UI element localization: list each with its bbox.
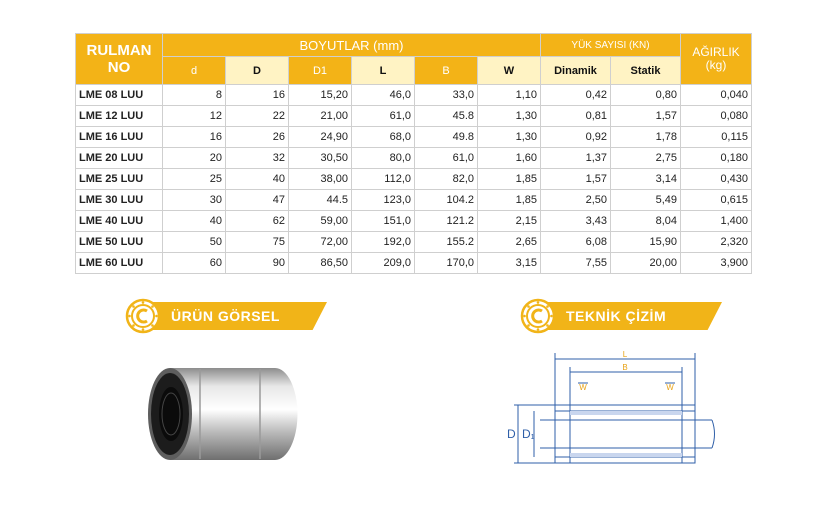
table-cell: 1,85: [478, 169, 541, 190]
table-cell: 0,92: [541, 127, 611, 148]
table-cell: 2,65: [478, 232, 541, 253]
table-cell: 1,30: [478, 127, 541, 148]
table-row: [76, 211, 752, 232]
table-cell: 123,0: [352, 190, 415, 211]
table-cell: 0,80: [611, 85, 681, 106]
table-cell: 1,57: [611, 106, 681, 127]
row-part-number: LME 40 LUU: [76, 211, 163, 232]
table-row: [76, 106, 752, 127]
table-cell: 16: [226, 85, 289, 106]
table-cell: 1,57: [541, 169, 611, 190]
table-cell: 20,00: [611, 253, 681, 274]
bearing-logo-icon: [125, 298, 161, 334]
table-row: [76, 190, 752, 211]
col-dinamik: Dinamik: [541, 57, 611, 85]
table-cell: 2,75: [611, 148, 681, 169]
row-part-number: LME 16 LUU: [76, 127, 163, 148]
table-cell: 209,0: [352, 253, 415, 274]
table-cell: 25: [163, 169, 226, 190]
header-agirlik: AĞIRLIK (kg): [681, 34, 752, 85]
row-part-number: LME 08 LUU: [76, 85, 163, 106]
table-cell: 3,900: [681, 253, 752, 274]
table-cell: 86,50: [289, 253, 352, 274]
table-cell: 49.8: [415, 127, 478, 148]
table-cell: 121.2: [415, 211, 478, 232]
row-part-number: LME 20 LUU: [76, 148, 163, 169]
table-cell: 40: [163, 211, 226, 232]
table-cell: 20: [163, 148, 226, 169]
row-part-number: LME 12 LUU: [76, 106, 163, 127]
table-cell: 90: [226, 253, 289, 274]
table-cell: 46,0: [352, 85, 415, 106]
linear-bearing-image: [140, 360, 300, 470]
table-cell: 80,0: [352, 148, 415, 169]
table-row: [76, 253, 752, 274]
table-cell: 3,43: [541, 211, 611, 232]
col-statik: Statik: [611, 57, 681, 85]
specs-table: [75, 33, 752, 274]
table-cell: 59,00: [289, 211, 352, 232]
table-row: [76, 148, 752, 169]
table-cell: 1,400: [681, 211, 752, 232]
table-cell: 0,040: [681, 85, 752, 106]
table-cell: 0,115: [681, 127, 752, 148]
col-D1: D1: [289, 57, 352, 85]
technical-drawing: [500, 345, 730, 470]
table-cell: 0,81: [541, 106, 611, 127]
label-B: B: [622, 363, 628, 372]
table-cell: 33,0: [415, 85, 478, 106]
product-image-banner: [125, 298, 330, 334]
table-cell: 61,0: [352, 106, 415, 127]
table-cell: 155.2: [415, 232, 478, 253]
table-cell: 75: [226, 232, 289, 253]
header-rulman-no: RULMAN NO: [76, 34, 163, 85]
label-D: D: [507, 427, 516, 441]
table-cell: 8,04: [611, 211, 681, 232]
label-L: L: [622, 350, 628, 359]
table-cell: 7,55: [541, 253, 611, 274]
table-cell: 44.5: [289, 190, 352, 211]
table-cell: 26: [226, 127, 289, 148]
technical-drawing-banner: [520, 298, 725, 334]
table-cell: 16: [163, 127, 226, 148]
table-cell: 21,00: [289, 106, 352, 127]
table-cell: 3,15: [478, 253, 541, 274]
label-W1: W: [579, 383, 587, 392]
table-cell: 30: [163, 190, 226, 211]
row-part-number: LME 60 LUU: [76, 253, 163, 274]
table-cell: 72,00: [289, 232, 352, 253]
table-cell: 12: [163, 106, 226, 127]
table-cell: 192,0: [352, 232, 415, 253]
row-part-number: LME 25 LUU: [76, 169, 163, 190]
table-cell: 1,30: [478, 106, 541, 127]
header-boyutlar: BOYUTLAR (mm): [163, 34, 541, 57]
table-cell: 15,20: [289, 85, 352, 106]
table-cell: 5,49: [611, 190, 681, 211]
table-cell: 0,430: [681, 169, 752, 190]
table-cell: 151,0: [352, 211, 415, 232]
table-cell: 24,90: [289, 127, 352, 148]
table-cell: 60: [163, 253, 226, 274]
product-image-title: ÜRÜN GÖRSEL: [171, 308, 280, 324]
table-cell: 1,60: [478, 148, 541, 169]
table-cell: 40: [226, 169, 289, 190]
table-cell: 0,42: [541, 85, 611, 106]
col-d: d: [163, 57, 226, 85]
table-row: [76, 232, 752, 253]
table-cell: 104.2: [415, 190, 478, 211]
table-cell: 2,15: [478, 211, 541, 232]
col-D: D: [226, 57, 289, 85]
table-cell: 62: [226, 211, 289, 232]
table-cell: 32: [226, 148, 289, 169]
table-row: [76, 85, 752, 106]
table-cell: 68,0: [352, 127, 415, 148]
table-cell: 0,180: [681, 148, 752, 169]
col-W: W: [478, 57, 541, 85]
table-cell: 0,080: [681, 106, 752, 127]
table-cell: 15,90: [611, 232, 681, 253]
table-cell: 1,10: [478, 85, 541, 106]
table-cell: 30,50: [289, 148, 352, 169]
table-cell: 61,0: [415, 148, 478, 169]
row-part-number: LME 50 LUU: [76, 232, 163, 253]
table-cell: 50: [163, 232, 226, 253]
table-cell: 1,78: [611, 127, 681, 148]
technical-drawing-title: TEKNİK ÇİZİM: [566, 308, 667, 324]
table-cell: 2,50: [541, 190, 611, 211]
table-cell: 112,0: [352, 169, 415, 190]
table-cell: 45.8: [415, 106, 478, 127]
table-cell: 38,00: [289, 169, 352, 190]
header-yuk-sayisi: YÜK SAYISI (KN): [541, 34, 681, 57]
table-cell: 1,85: [478, 190, 541, 211]
table-cell: 82,0: [415, 169, 478, 190]
table-cell: 170,0: [415, 253, 478, 274]
table-cell: 1,37: [541, 148, 611, 169]
table-cell: 0,615: [681, 190, 752, 211]
table-cell: 8: [163, 85, 226, 106]
table-cell: 47: [226, 190, 289, 211]
label-W2: W: [666, 383, 674, 392]
label-D1: D₁: [522, 427, 535, 441]
table-cell: 3,14: [611, 169, 681, 190]
col-B: B: [415, 57, 478, 85]
bearing-logo-icon: [520, 298, 556, 334]
table-cell: 22: [226, 106, 289, 127]
row-part-number: LME 30 LUU: [76, 190, 163, 211]
table-row: [76, 127, 752, 148]
table-cell: 6,08: [541, 232, 611, 253]
table-row: [76, 169, 752, 190]
table-cell: 2,320: [681, 232, 752, 253]
col-L: L: [352, 57, 415, 85]
